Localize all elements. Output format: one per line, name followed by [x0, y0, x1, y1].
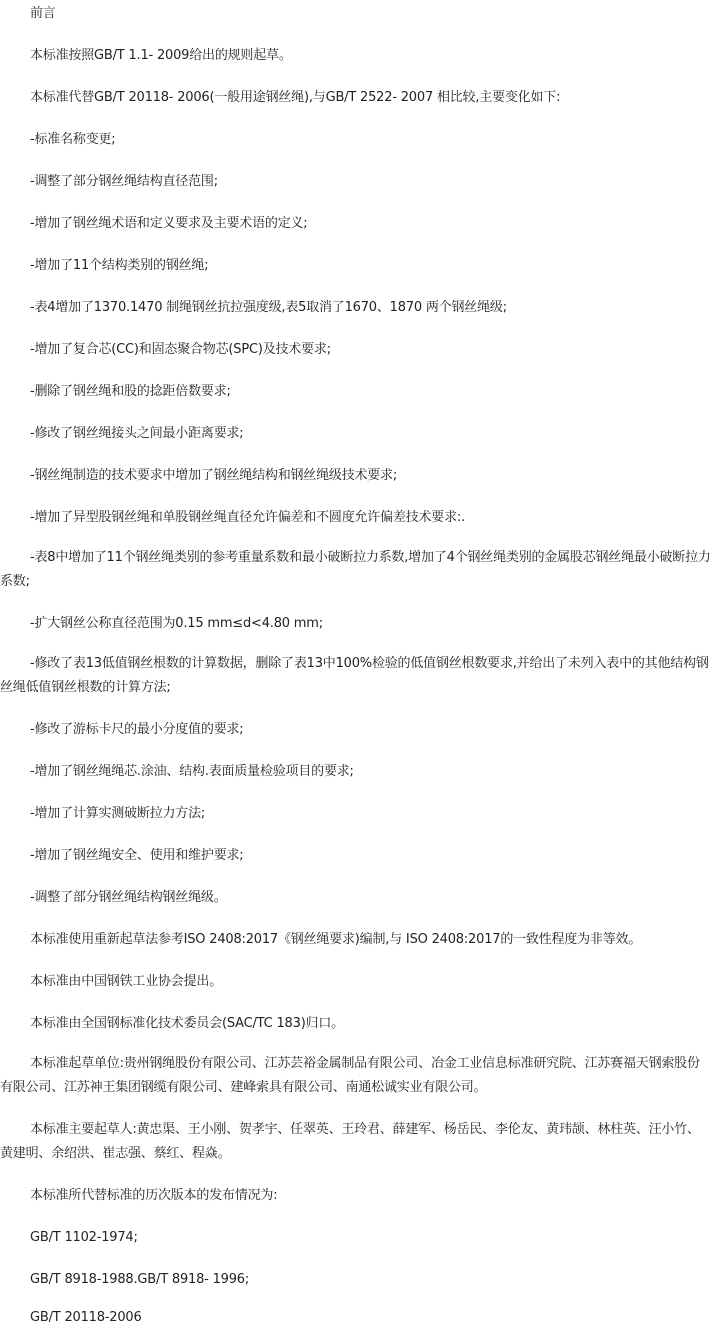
- paragraph: 本标准主要起草人:黄忠渠、王小刚、贺孝宇、任翠英、王玲君、薛建军、杨岳民、李伦友、黄玮颉、林柱英、汪小竹、黄建明、余绍洪、崔志强、蔡红、程焱。: [0, 1122, 700, 1161]
- paragraph: 本标准起草单位:贵州钢绳股份有限公司、江苏芸裕金属制品有限公司、冶金工业信息标准研究院、江苏赛福天钢索股份有限公司、江苏神王集团钢缆有限公司、建峰索具有限公司、南通松诚实业有限公司。: [0, 1056, 700, 1095]
- list-item: GB/T 20118-2006: [30, 1310, 142, 1325]
- list-item: -调整了部分钢丝绳结构直径范围;: [30, 174, 218, 189]
- list-item: -增加了钢丝绳绳芯.涂油、结构.表面质量检验项目的要求;: [30, 764, 354, 779]
- list-item: -标准名称变更;: [30, 132, 116, 147]
- document-heading: 前言: [30, 6, 56, 21]
- list-item: -增加了钢丝绳安全、使用和维护要求;: [30, 848, 244, 863]
- list-item: -增加了复合芯(CC)和固态聚合物芯(SPC)及技术要求;: [30, 342, 331, 357]
- list-item: -表8中增加了11个钢丝绳类别的参考重量系数和最小破断拉力系数,增加了4个钢丝绳类别的金属股芯钢丝绳最小破断拉力系数;: [0, 550, 711, 589]
- list-item: -调整了部分钢丝绳结构钢丝绳级。: [30, 890, 227, 905]
- paragraph: 本标准所代替标准的历次版本的发布情况为:: [30, 1188, 278, 1203]
- list-item: GB/T 8918-1988.GB/T 8918- 1996;: [30, 1272, 250, 1287]
- list-item: -扩大钢丝公称直径范围为0.15 mm≤d<4.80 mm;: [30, 616, 323, 631]
- paragraph: 本标准代替GB/T 20118- 2006(一般用途钢丝绳),与GB/T 2522- 2007 相比较,主要变化如下:: [30, 90, 561, 105]
- list-item: -增加了异型股钢丝绳和单股钢丝绳直径允许偏差和不圆度允许偏差技术要求:.: [30, 510, 466, 525]
- list-item: GB/T 1102-1974;: [30, 1230, 138, 1245]
- list-item: -增加了11个结构类别的钢丝绳;: [30, 258, 209, 273]
- list-item: -删除了钢丝绳和股的捻距倍数要求;: [30, 384, 231, 399]
- list-item: -增加了钢丝绳术语和定义要求及主要术语的定义;: [30, 216, 308, 231]
- paragraph: 本标准使用重新起草法参考ISO 2408:2017《钢丝绳要求)编制,与 ISO 2408:2017的一致性程度为非等效。: [30, 932, 642, 947]
- paragraph: 本标准按照GB/T 1.1- 2009给出的规则起草。: [30, 48, 292, 63]
- paragraph: 本标准由全国钢标准化技术委员会(SAC/TC 183)归口。: [30, 1016, 344, 1031]
- list-item: -增加了计算实测破断拉力方法;: [30, 806, 206, 821]
- list-item: -表4增加了1370.1470 制绳钢丝抗拉强度级,表5取消了1670、1870 两个钢丝绳级;: [30, 300, 507, 315]
- list-item: -修改了游标卡尺的最小分度值的要求;: [30, 722, 244, 737]
- list-item: -钢丝绳制造的技术要求中增加了钢丝绳结构和钢丝绳级技术要求;: [30, 468, 398, 483]
- list-item: -修改了钢丝绳接头之间最小距离要求;: [30, 426, 244, 441]
- paragraph: 本标准由中国钢铁工业协会提出。: [30, 974, 223, 989]
- list-item: -修改了表13低值钢丝根数的计算数据，删除了表13中100%检验的低值钢丝根数要求,并给出了未列入表中的其他结构钢丝绳低值钢丝根数的计算方法;: [0, 656, 709, 695]
